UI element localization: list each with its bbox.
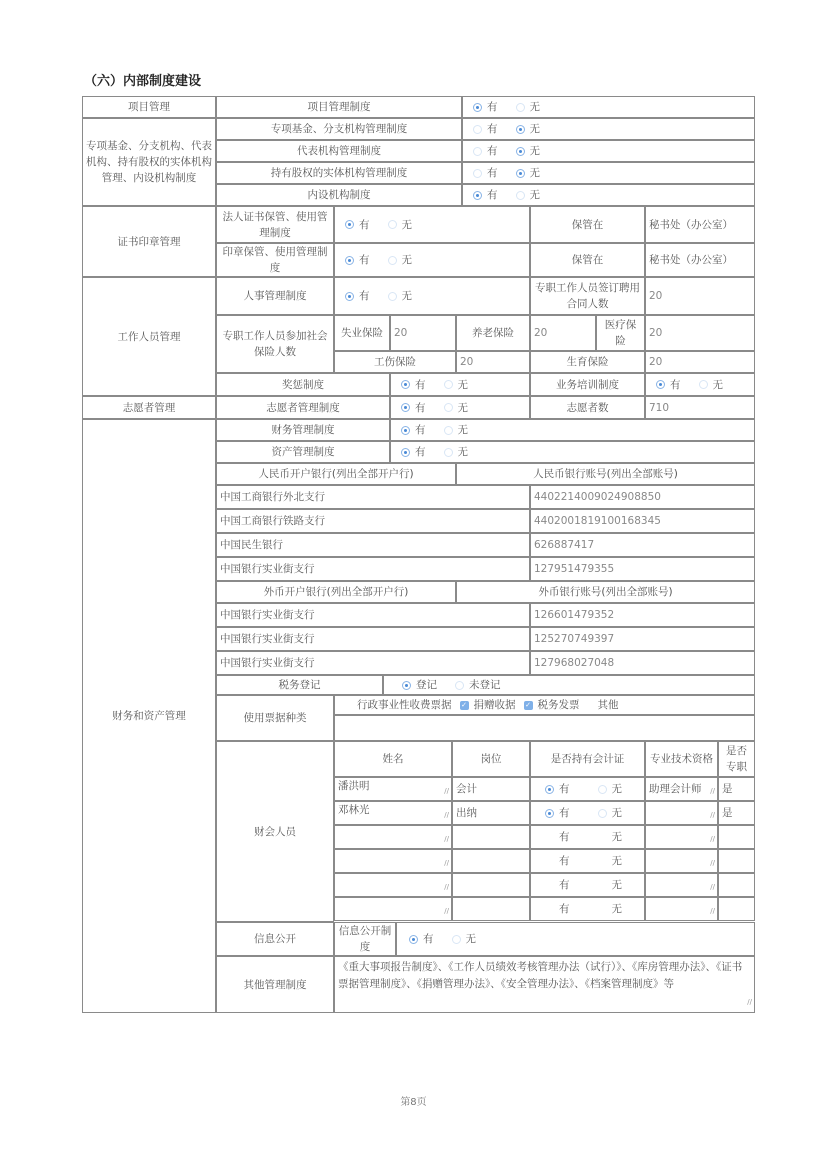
other-label: 其他管理制度 <box>216 956 334 1013</box>
staff-cert-option-1[interactable] <box>598 805 623 821</box>
pension-label: 养老保险 <box>456 315 530 351</box>
medical-value: 20 <box>645 315 755 351</box>
radio-unchecked-icon <box>699 380 708 389</box>
institutions-label: 专项基金、分支机构、代表机构、持有股权的实体机构管理、内设机构制度 <box>82 118 216 206</box>
reward-radio-option-0[interactable] <box>401 377 426 393</box>
staff-cert-option-0[interactable] <box>545 901 570 917</box>
volunteer-radio <box>390 396 530 419</box>
radio-label: 无 <box>611 855 622 867</box>
resize-handle-icon[interactable]: // <box>747 998 752 1006</box>
institutions-radio-option-0[interactable] <box>473 121 498 137</box>
medical-label: 医疗保险 <box>596 315 645 351</box>
radio-unchecked-icon <box>516 191 525 200</box>
staff-header: 是否持有会计证 <box>530 741 645 777</box>
checkbox-label: 其他 <box>597 699 619 711</box>
radio-label: 无 <box>465 933 476 945</box>
accounting-staff-label: 财会人员 <box>216 741 334 922</box>
radio-unchecked-icon <box>598 785 607 794</box>
radio-checked-icon <box>345 220 354 229</box>
radio-label: 无 <box>457 378 468 391</box>
radio-unchecked-icon <box>473 147 482 156</box>
hr-label: 人事管理制度 <box>216 277 334 315</box>
radio-label: 有 <box>559 807 570 819</box>
staff-header: 是否专职 <box>718 741 755 777</box>
radio-checked-icon <box>516 147 525 156</box>
staff-post-input[interactable] <box>452 873 530 897</box>
staff-post-input[interactable] <box>452 849 530 873</box>
rmb-bank: 中国工商银行铁路支行 <box>216 509 530 533</box>
resize-handle-icon[interactable]: // <box>444 907 449 915</box>
fx-bank: 中国银行实业街支行 <box>216 651 530 675</box>
asset-radio-option-1[interactable] <box>444 444 469 460</box>
staff-header: 专业技术资格 <box>645 741 718 777</box>
staff-name-input[interactable] <box>334 849 452 873</box>
radio-label: 无 <box>611 879 622 891</box>
institutions-radio-option-1[interactable] <box>516 165 541 181</box>
radio-checked-icon <box>545 809 554 818</box>
fx-account: 126601479352 <box>530 603 755 627</box>
radio-label: 无 <box>401 290 412 302</box>
training-radio-option-1[interactable] <box>699 377 724 393</box>
checkbox-label: 税务发票 <box>537 699 580 711</box>
staff-cert-option-1[interactable] <box>598 829 623 845</box>
institutions-item: 持有股权的实体机构管理制度 <box>216 162 462 184</box>
resize-handle-icon[interactable]: // <box>444 787 449 795</box>
receipt-other-input[interactable] <box>334 715 755 741</box>
radio-label: 无 <box>611 783 622 795</box>
radio-label: 无 <box>712 378 723 391</box>
project-label: 项目管理 <box>82 96 216 118</box>
other-input[interactable]: 《重大事项报告制度》、《工作人员绩效考核管理办法（试行）》、《库房管理办法》、《证书票据管理制度》、《捐赠管理办法》、《安全管理办法》、《档案管理制度》等 // <box>334 956 755 1013</box>
radio-label: 有 <box>415 424 426 436</box>
institutions-radio-option-1[interactable] <box>516 187 541 203</box>
radio-label: 有 <box>487 123 498 135</box>
injury-label: 工伤保险 <box>334 351 456 373</box>
volunteer-radio-option-0[interactable] <box>401 400 426 416</box>
radio-unchecked-icon <box>388 292 397 301</box>
hr-radio <box>334 277 530 315</box>
radio-unchecked-icon <box>598 809 607 818</box>
seal-kept-value: 秘书处（办公室） <box>645 243 755 277</box>
radio-checked-icon <box>401 426 410 435</box>
receipt-options <box>334 695 755 715</box>
radio-label: 有 <box>415 446 426 458</box>
asset-radio <box>390 441 755 463</box>
staff-cert-option-0[interactable] <box>545 829 570 845</box>
radio-unchecked-icon <box>598 833 607 842</box>
staff-cert-radio <box>530 777 645 801</box>
staff-fulltime-input[interactable] <box>718 849 755 873</box>
staff-cert-radio <box>530 873 645 897</box>
radio-unchecked-icon <box>473 169 482 178</box>
training-radio <box>645 373 755 396</box>
seal-kept-label: 保管在 <box>530 243 645 277</box>
radio-unchecked-icon <box>516 103 525 112</box>
fx-bank: 中国银行实业街支行 <box>216 603 530 627</box>
institutions-radio <box>462 184 755 206</box>
staff-cert-radio <box>530 825 645 849</box>
institutions-radio-option-1[interactable] <box>516 143 541 159</box>
disclosure-radio-option-0[interactable] <box>409 931 434 947</box>
radio-label: 无 <box>401 218 412 231</box>
radio-label: 无 <box>611 807 622 819</box>
rmb-bank: 中国民生银行 <box>216 533 530 557</box>
institutions-radio <box>462 162 755 184</box>
staff-cert-option-1[interactable] <box>598 901 623 917</box>
institutions-item: 代表机构管理制度 <box>216 140 462 162</box>
fin-radio-option-0[interactable] <box>401 422 426 438</box>
training-radio-option-0[interactable] <box>656 377 681 393</box>
radio-label: 有 <box>487 101 498 113</box>
volunteer-radio-option-1[interactable] <box>444 400 469 416</box>
tax-radio <box>383 675 755 695</box>
radio-unchecked-icon <box>598 881 607 890</box>
radio-unchecked-icon <box>598 905 607 914</box>
staff-name-input[interactable] <box>334 873 452 897</box>
staff-title-input[interactable] <box>645 801 718 825</box>
radio-label: 无 <box>529 123 540 135</box>
radio-checked-icon <box>345 256 354 265</box>
receipt-option-1[interactable] <box>452 697 516 713</box>
rmb-account: 626887417 <box>530 533 755 557</box>
project-radio <box>462 96 755 118</box>
disclosure-label: 信息公开 <box>216 922 334 956</box>
seal-radio-option-1[interactable] <box>388 217 413 233</box>
staff-fulltime-input[interactable]: 是 <box>718 777 755 801</box>
radio-label: 有 <box>487 167 498 179</box>
staff-cert-option-0[interactable] <box>545 781 570 797</box>
staff-fulltime-input[interactable] <box>718 825 755 849</box>
volunteer-label: 志愿者管理 <box>82 396 216 419</box>
staff-header: 姓名 <box>334 741 452 777</box>
radio-unchecked-icon <box>598 857 607 866</box>
receipt-label: 使用票据种类 <box>216 695 334 741</box>
staff-cert-radio <box>530 801 645 825</box>
resize-handle-icon[interactable]: // <box>444 811 449 819</box>
radio-label: 有 <box>559 783 570 795</box>
staff-cert-option-1[interactable] <box>598 877 623 893</box>
tax-label: 税务登记 <box>216 675 383 695</box>
institutions-radio-option-1[interactable] <box>516 121 541 137</box>
radio-label: 无 <box>457 446 468 458</box>
disclosure-radio <box>396 922 755 956</box>
radio-label: 有 <box>487 145 498 157</box>
unemployment-value: 20 <box>390 315 456 351</box>
fx-account-header: 外币银行账号(列出全部账号) <box>456 581 755 603</box>
staff-title-input[interactable] <box>645 897 718 921</box>
checkbox-label: 行政事业性收费票据 <box>357 699 452 711</box>
receipt-option-3[interactable] <box>580 697 619 713</box>
project-radio-option-0[interactable] <box>473 99 498 115</box>
resize-handle-icon[interactable]: // <box>710 859 715 867</box>
radio-unchecked-icon <box>473 125 482 134</box>
staff-fulltime-input[interactable] <box>718 897 755 921</box>
page-number: 第8页 <box>400 1097 427 1108</box>
seal-radio-option-1[interactable] <box>388 252 413 268</box>
radio-checked-icon <box>473 191 482 200</box>
radio-unchecked-icon <box>452 935 461 944</box>
radio-label: 无 <box>457 424 468 436</box>
radio-checked-icon <box>516 169 525 178</box>
radio-label: 有 <box>359 218 370 231</box>
radio-label: 无 <box>611 903 622 915</box>
resize-handle-icon[interactable]: // <box>710 835 715 843</box>
checkbox-label: 捐赠收据 <box>473 699 516 711</box>
radio-label: 有 <box>423 933 434 945</box>
radio-label: 有 <box>415 401 426 414</box>
staff-title-input[interactable] <box>645 849 718 873</box>
volunteer-count-label: 志愿者数 <box>530 396 645 419</box>
staff-name-input[interactable]: 邓林光 // <box>334 801 452 825</box>
radio-label: 有 <box>487 189 498 201</box>
staff-fulltime-input[interactable]: 是 <box>718 801 755 825</box>
radio-label: 无 <box>611 831 622 843</box>
radio-unchecked-icon <box>444 448 453 457</box>
radio-label: 有 <box>559 855 570 867</box>
finance-label: 财务和资产管理 <box>82 419 216 1013</box>
resize-handle-icon[interactable]: // <box>444 883 449 891</box>
reward-label: 奖惩制度 <box>216 373 390 396</box>
radio-label: 有 <box>670 378 681 391</box>
project-radio-option-1[interactable] <box>516 99 541 115</box>
checkbox-checked-icon: ✓ <box>525 701 531 709</box>
fin-radio <box>390 419 755 441</box>
seal-item: 印章保管、使用管理制度 <box>216 243 334 277</box>
fx-bank-header: 外币开户银行(列出全部开户行) <box>216 581 456 603</box>
staff-title-input[interactable] <box>645 825 718 849</box>
radio-label: 无 <box>401 254 412 266</box>
checkbox-checked-icon: ✓ <box>461 701 467 709</box>
hr-radio-option-0[interactable] <box>345 288 370 304</box>
radio-checked-icon <box>402 681 411 690</box>
insurance-label: 专职工作人员参加社会保险人数 <box>216 315 334 373</box>
fx-account: 125270749397 <box>530 627 755 651</box>
rmb-account: 4402001819100168345 <box>530 509 755 533</box>
staff-post-input[interactable]: 会计 <box>452 777 530 801</box>
radio-unchecked-icon <box>545 833 554 842</box>
radio-checked-icon <box>401 403 410 412</box>
radio-unchecked-icon <box>545 881 554 890</box>
resize-handle-icon[interactable]: // <box>444 835 449 843</box>
staff-post-input[interactable] <box>452 897 530 921</box>
fx-bank: 中国银行实业街支行 <box>216 627 530 651</box>
volunteer-count-value: 710 <box>645 396 755 419</box>
radio-unchecked-icon <box>455 681 464 690</box>
asset-radio-option-0[interactable] <box>401 444 426 460</box>
radio-checked-icon <box>409 935 418 944</box>
resize-handle-icon[interactable]: // <box>710 907 715 915</box>
radio-unchecked-icon <box>545 905 554 914</box>
seal-item: 法人证书保管、使用管理制度 <box>216 206 334 243</box>
radio-label: 无 <box>529 189 540 201</box>
fx-account: 127968027048 <box>530 651 755 675</box>
rmb-account: 4402214009024908850 <box>530 485 755 509</box>
rmb-bank: 中国银行实业街支行 <box>216 557 530 581</box>
radio-label: 登记 <box>416 679 437 691</box>
radio-checked-icon <box>545 785 554 794</box>
radio-unchecked-icon <box>444 380 453 389</box>
institutions-radio-option-0[interactable] <box>473 165 498 181</box>
radio-checked-icon <box>516 125 525 134</box>
radio-label: 无 <box>529 101 540 113</box>
section-title: （六）内部制度建设 <box>84 74 202 89</box>
fin-system-label: 财务管理制度 <box>216 419 390 441</box>
staff-cert-option-1[interactable] <box>598 781 623 797</box>
radio-label: 有 <box>415 378 426 391</box>
pension-value: 20 <box>530 315 596 351</box>
radio-label: 有 <box>559 831 570 843</box>
institutions-item: 内设机构制度 <box>216 184 462 206</box>
seal-radio-option-0[interactable] <box>345 217 370 233</box>
radio-label: 有 <box>559 879 570 891</box>
unemployment-label: 失业保险 <box>334 315 390 351</box>
radio-checked-icon <box>345 292 354 301</box>
radio-label: 有 <box>359 290 370 302</box>
staff-label: 工作人员管理 <box>82 277 216 396</box>
rmb-account: 127951479355 <box>530 557 755 581</box>
disclosure-radio-option-1[interactable] <box>452 931 477 947</box>
staff-cert-option-1[interactable] <box>598 853 623 869</box>
rmb-bank-header: 人民币开户银行(列出全部开户行) <box>216 463 456 485</box>
staff-cert-option-0[interactable] <box>545 853 570 869</box>
staff-name-input[interactable] <box>334 897 452 921</box>
tax-option-0[interactable] <box>402 677 437 693</box>
radio-unchecked-icon <box>388 256 397 265</box>
radio-unchecked-icon <box>545 857 554 866</box>
receipt-option-2[interactable] <box>516 697 580 713</box>
maternity-value: 20 <box>645 351 755 373</box>
hr-radio-option-1[interactable] <box>388 288 413 304</box>
institutions-item: 专项基金、分支机构管理制度 <box>216 118 462 140</box>
staff-title-input[interactable] <box>645 873 718 897</box>
resize-handle-icon[interactable]: // <box>710 883 715 891</box>
contract-label: 专职工作人员签订聘用合同人数 <box>530 277 645 315</box>
radio-checked-icon <box>656 380 665 389</box>
staff-post-input[interactable] <box>452 825 530 849</box>
volunteer-system-label: 志愿者管理制度 <box>216 396 390 419</box>
receipt-option-0[interactable] <box>357 697 452 713</box>
radio-label: 有 <box>359 254 370 266</box>
staff-post-input[interactable]: 出纳 <box>452 801 530 825</box>
resize-handle-icon[interactable]: // <box>444 859 449 867</box>
radio-checked-icon <box>401 380 410 389</box>
radio-unchecked-icon <box>444 426 453 435</box>
injury-value: 20 <box>456 351 530 373</box>
seal-radio-option-0[interactable] <box>345 252 370 268</box>
reward-radio-option-1[interactable] <box>444 377 469 393</box>
seal-kept-value: 秘书处（办公室） <box>645 206 755 243</box>
staff-fulltime-input[interactable] <box>718 873 755 897</box>
rmb-bank: 中国工商银行外北支行 <box>216 485 530 509</box>
project-item: 项目管理制度 <box>216 96 462 118</box>
staff-cert-option-0[interactable] <box>545 877 570 893</box>
tax-option-1[interactable] <box>455 677 501 693</box>
maternity-label: 生育保险 <box>530 351 645 373</box>
staff-name-input[interactable] <box>334 825 452 849</box>
radio-checked-icon <box>473 103 482 112</box>
institutions-radio-option-0[interactable] <box>473 187 498 203</box>
institutions-radio <box>462 118 755 140</box>
staff-header: 岗位 <box>452 741 530 777</box>
reward-radio <box>390 373 530 396</box>
seal-label: 证书印章管理 <box>82 206 216 277</box>
seal-radio <box>334 206 530 243</box>
disclosure-item: 信息公开制度 <box>334 922 396 956</box>
staff-cert-radio <box>530 849 645 873</box>
radio-label: 有 <box>559 903 570 915</box>
seal-kept-label: 保管在 <box>530 206 645 243</box>
staff-title-input[interactable]: 助理会计师 // <box>645 777 718 801</box>
institutions-radio <box>462 140 755 162</box>
radio-label: 无 <box>529 167 540 179</box>
training-label: 业务培训制度 <box>530 373 645 396</box>
rmb-account-header: 人民币银行账号(列出全部账号) <box>456 463 755 485</box>
institutions-radio-option-0[interactable] <box>473 143 498 159</box>
staff-name-input[interactable]: 潘洪明 // <box>334 777 452 801</box>
staff-cert-option-0[interactable] <box>545 805 570 821</box>
resize-handle-icon[interactable]: // <box>710 811 715 819</box>
staff-cert-radio <box>530 897 645 921</box>
asset-system-label: 资产管理制度 <box>216 441 390 463</box>
radio-unchecked-icon <box>388 220 397 229</box>
contract-value: 20 <box>645 277 755 315</box>
radio-label: 无 <box>457 401 468 414</box>
resize-handle-icon[interactable]: // <box>710 787 715 795</box>
radio-unchecked-icon <box>444 403 453 412</box>
radio-label: 未登记 <box>469 679 501 691</box>
radio-label: 无 <box>529 145 540 157</box>
fin-radio-option-1[interactable] <box>444 422 469 438</box>
seal-radio <box>334 243 530 277</box>
radio-checked-icon <box>401 448 410 457</box>
